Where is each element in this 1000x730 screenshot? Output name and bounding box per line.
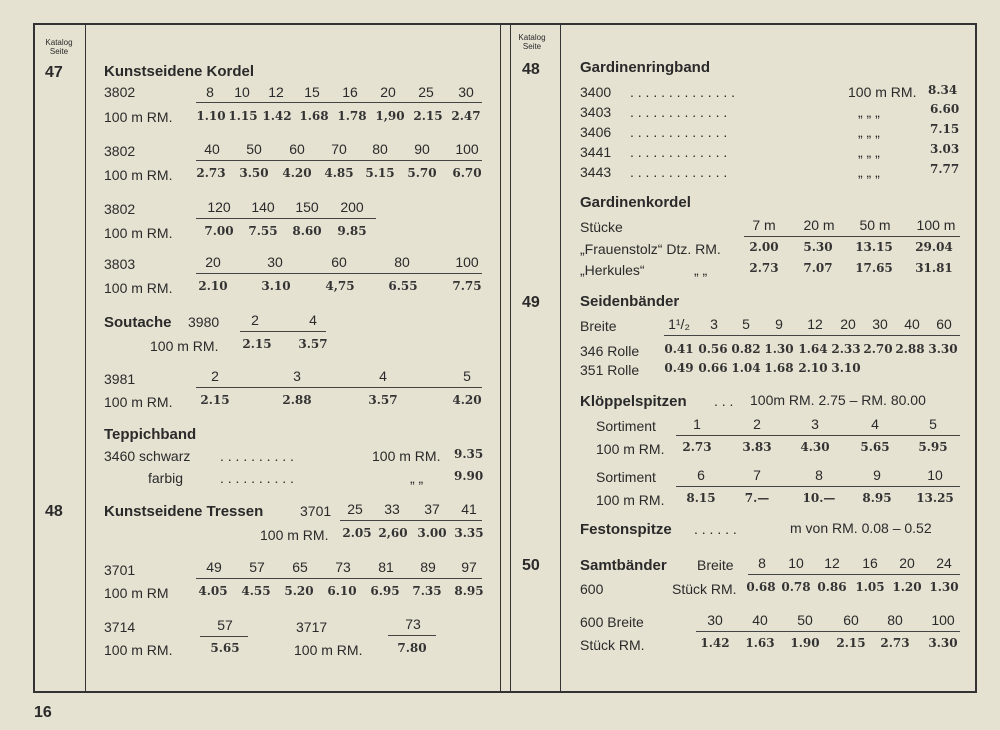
tressen-price: 3.35	[454, 526, 484, 540]
kordel-r3-size: 120	[207, 199, 231, 215]
kordel-r4-price: 7.75	[452, 279, 482, 293]
kordel-r4-price: 4,75	[325, 279, 355, 293]
seide-width: 60	[936, 316, 952, 332]
seide-r1-price: 0.41	[664, 342, 694, 356]
kordel-r4-price: 2.10	[198, 279, 228, 293]
tressen2-price: 7.35	[412, 584, 442, 598]
ringband-price: 3.03	[930, 142, 960, 156]
kordel-r2-label: 100 m RM.	[104, 167, 173, 183]
seide-r2-price: 1.04	[731, 361, 761, 375]
kordel-r4-label: 100 m RM.	[104, 280, 173, 296]
kloeppel-s1: 4	[871, 416, 879, 432]
rule	[676, 486, 960, 487]
soutache2-size: 2	[211, 368, 219, 384]
teppich-dots2: . . . . . . . . . .	[220, 470, 294, 486]
feston-range: m von RM. 0.08 – 0.52	[790, 520, 932, 536]
kordel-r1-size: 10	[234, 84, 250, 100]
seide-r1-label: 346 Rolle	[580, 343, 640, 359]
rule	[340, 520, 482, 521]
kordel-r2-price: 4.85	[324, 166, 354, 180]
samt2-unit: Stück RM.	[580, 637, 645, 653]
kloeppel-p1: 3.83	[742, 440, 772, 454]
kordel-r2-size: 50	[246, 141, 262, 157]
seide-r1-price: 2.88	[895, 342, 925, 356]
kordel-r3-price: 7.55	[248, 224, 278, 238]
soutache2-size: 4	[379, 368, 387, 384]
gkordel-head: 100 m	[916, 217, 956, 233]
seide-r2-price: 2.10	[798, 361, 828, 375]
soutache2-size: 5	[463, 368, 471, 384]
seide-width: 1¹/₂	[668, 316, 690, 332]
ringband-dots: . . . . . . . . . . . . .	[630, 124, 728, 140]
tressen2-price: 8.95	[454, 584, 484, 598]
rule	[696, 631, 960, 632]
kordel-r3-size: 200	[340, 199, 364, 215]
gkordel-r1-price: 13.15	[855, 240, 893, 254]
tressen2-size: 73	[335, 559, 351, 575]
kloeppel-p1: 2.73	[682, 440, 712, 454]
kordel-r3-price: 7.00	[204, 224, 234, 238]
seide-width: 3	[710, 316, 718, 332]
gkordel-r2-price: 7.07	[803, 261, 833, 275]
tressen2-price: 4.05	[198, 584, 228, 598]
kordel-r3-price: 9.85	[337, 224, 367, 238]
soutache-price: 2.15	[242, 337, 272, 351]
ringband-dots: . . . . . . . . . . . . .	[630, 104, 728, 120]
gkordel-r1-label: „Frauenstolz“ Dtz. RM.	[580, 241, 721, 257]
kordel-r1-price: 1.15	[228, 109, 258, 123]
tressen2-size: 89	[420, 559, 436, 575]
rule	[196, 160, 482, 161]
tressen-size: 33	[384, 501, 400, 517]
kordel-r2-size: 60	[289, 141, 305, 157]
ringband-ditto: „ „ „	[858, 124, 880, 140]
kordel-r1-price: 1.10	[196, 109, 226, 123]
gkordel-r2-price: 31.81	[915, 261, 953, 275]
teppich-dots1: . . . . . . . . . .	[220, 448, 294, 464]
kloeppel-p2-label: 100 m RM.	[596, 492, 665, 508]
kordel-r1-art: 3802	[104, 84, 136, 100]
soutache2-price: 4.20	[452, 393, 482, 407]
kordel-r4-price: 3.10	[261, 279, 291, 293]
seide-width: 30	[872, 316, 888, 332]
kordel-r2-price: 6.70	[452, 166, 482, 180]
tressen2-size: 65	[292, 559, 308, 575]
gkordel-r1-price: 2.00	[749, 240, 779, 254]
kloeppel-s1: 5	[929, 416, 937, 432]
kordel-r3-size: 140	[251, 199, 275, 215]
kordel-r1-price: 2.47	[451, 109, 481, 123]
tressen-price: 3.00	[417, 526, 447, 540]
kordel-r2-price: 2.73	[196, 166, 226, 180]
catalog-page-47: 47	[45, 64, 63, 81]
samt2-price: 2.15	[836, 636, 866, 650]
heading-festonspitze: Festonspitze	[580, 521, 672, 538]
tressen3-size: 57	[217, 617, 233, 633]
feston-dots: . . . . . .	[694, 521, 737, 537]
ringband-art: 3443	[580, 164, 612, 180]
catalog-label-left: Katalog Seite	[45, 38, 73, 56]
ringband-price: 8.34	[928, 83, 958, 97]
ringband-art: 3400	[580, 84, 612, 100]
teppich-l2: farbig	[148, 470, 184, 486]
soutache2-size: 3	[293, 368, 301, 384]
soutache-size: 4	[309, 312, 317, 328]
kloeppel-s2: 10	[927, 467, 943, 483]
samt-price: 0.68	[746, 580, 776, 594]
right-catalog-divider	[560, 25, 561, 693]
kloeppel-p2: 13.25	[916, 491, 954, 505]
heading-kunstseidene-kordel: Kunstseidene Kordel	[104, 63, 255, 80]
samt-art: 600	[580, 581, 604, 597]
heading-soutache: Soutache	[104, 314, 172, 331]
seide-r2-price: 0.49	[664, 361, 694, 375]
kloeppel-p2: 8.15	[686, 491, 716, 505]
samt2-width: 30	[707, 612, 723, 628]
tressen2-size: 57	[249, 559, 265, 575]
seide-r2-label: 351 Rolle	[580, 362, 640, 378]
kordel-r1-size: 8	[206, 84, 214, 100]
kordel-r3-art: 3802	[104, 201, 136, 217]
tressen2-size: 81	[378, 559, 394, 575]
samt2-price: 1.63	[745, 636, 775, 650]
tressen-label: 100 m RM.	[260, 527, 329, 543]
catalog-page-49: 49	[522, 294, 540, 311]
tressen-size: 37	[424, 501, 440, 517]
samt-width: 8	[758, 555, 766, 571]
kordel-r4-price: 6.55	[388, 279, 418, 293]
tressen2-size: 49	[206, 559, 222, 575]
gkordel-r2-label: „Herkules“	[580, 262, 645, 278]
seide-r1-price: 2.33	[831, 342, 861, 356]
soutache2-label: 100 m RM.	[104, 394, 173, 410]
samt-width: 16	[862, 555, 878, 571]
samt2-width: 50	[797, 612, 813, 628]
gkordel-r2-ditto: „ „	[694, 262, 708, 278]
kordel-r1-size: 25	[418, 84, 434, 100]
center-divider-a	[500, 25, 501, 693]
heading-samtbaender: Samtbänder	[580, 557, 667, 574]
heading-gardinenringband: Gardinenringband	[580, 59, 711, 76]
rule	[388, 635, 436, 636]
tressen2-price: 5.20	[284, 584, 314, 598]
kordel-r1-size: 30	[458, 84, 474, 100]
seide-width: 12	[807, 316, 823, 332]
rule	[196, 578, 482, 579]
samt2-price: 1.90	[790, 636, 820, 650]
ringband-price: 7.77	[930, 162, 960, 176]
soutache2-art: 3981	[104, 371, 136, 387]
kordel-r2-price: 5.15	[365, 166, 395, 180]
kloeppel-p2: 7.—	[744, 491, 770, 505]
kloeppel-p2: 10.—	[802, 491, 836, 505]
kordel-r3-label: 100 m RM.	[104, 225, 173, 241]
left-catalog-divider	[85, 25, 86, 693]
kordel-r2-size: 40	[204, 141, 220, 157]
kloeppel-range: 100m RM. 2.75 – RM. 80.00	[750, 392, 926, 408]
kordel-r2-size: 70	[331, 141, 347, 157]
rule	[664, 335, 960, 336]
tressen2-price: 4.55	[241, 584, 271, 598]
soutache-size: 2	[251, 312, 259, 328]
kordel-r2-price: 3.50	[239, 166, 269, 180]
kordel-r2-size: 100	[455, 141, 479, 157]
kordel-r1-price: 1.78	[337, 109, 367, 123]
seide-r1-price: 2.70	[863, 342, 893, 356]
ringband-price: 7.15	[930, 122, 960, 136]
kloeppel-dots: . . .	[714, 393, 734, 409]
ringband-price: 6.60	[930, 102, 960, 116]
kordel-r1-label: 100 m RM.	[104, 109, 173, 125]
catalog-label-right: Katalog Seite	[518, 33, 546, 51]
tressen4-art: 3717	[296, 619, 328, 635]
kloeppel-s2: 8	[815, 467, 823, 483]
seide-width: 40	[904, 316, 920, 332]
heading-kloeppelspitzen: Klöppelspitzen	[580, 393, 687, 410]
ringband-art: 3441	[580, 144, 612, 160]
kloeppel-p1: 5.65	[860, 440, 890, 454]
samt2-label: 600 Breite	[580, 614, 644, 630]
gkordel-head-label: Stücke	[580, 219, 623, 235]
kloeppel-s1: 1	[693, 416, 701, 432]
kloeppel-s1: 2	[753, 416, 761, 432]
tressen4-price: 7.80	[397, 641, 427, 655]
seide-r1-price: 1.64	[798, 342, 828, 356]
tressen-size: 25	[347, 501, 363, 517]
gkordel-r1-price: 29.04	[915, 240, 953, 254]
samt-price: 1.20	[892, 580, 922, 594]
seide-width: 20	[840, 316, 856, 332]
seide-r2-price: 3.10	[831, 361, 861, 375]
kordel-r4-size: 100	[455, 254, 479, 270]
catalog-page-48-right: 48	[522, 61, 540, 78]
ringband-dots: . . . . . . . . . . . . .	[630, 164, 728, 180]
kordel-r4-size: 60	[331, 254, 347, 270]
samt2-price: 2.73	[880, 636, 910, 650]
heading-seidenbaender: Seidenbänder	[580, 293, 680, 310]
soutache2-price: 3.57	[368, 393, 398, 407]
kordel-r1-price: 2.15	[413, 109, 443, 123]
kordel-r1-price: 1.68	[299, 109, 329, 123]
heading-teppichband: Teppichband	[104, 426, 197, 443]
samt2-width: 40	[752, 612, 768, 628]
ringband-dots: . . . . . . . . . . . . . .	[630, 84, 736, 100]
gkordel-head: 50 m	[859, 217, 891, 233]
samt-price: 1.05	[855, 580, 885, 594]
samt-width: 10	[788, 555, 804, 571]
ringband-ditto: „ „ „	[858, 164, 880, 180]
ringband-dots: . . . . . . . . . . . . .	[630, 144, 728, 160]
footer-page-number: 16	[34, 704, 52, 721]
soutache2-price: 2.88	[282, 393, 312, 407]
gkordel-head: 20 m	[803, 217, 835, 233]
tressen2-art: 3701	[104, 562, 136, 578]
soutache-price: 3.57	[298, 337, 328, 351]
samt-price: 0.86	[817, 580, 847, 594]
teppich-price1: 9.35	[454, 447, 484, 461]
soutache-label: 100 m RM.	[150, 338, 219, 354]
rule	[676, 435, 960, 436]
tressen-price: 2.05	[342, 526, 372, 540]
rule	[748, 574, 960, 575]
tressen2-price: 6.95	[370, 584, 400, 598]
samt-price: 1.30	[929, 580, 959, 594]
rule	[200, 636, 248, 637]
rule	[196, 387, 482, 388]
tressen2-label: 100 m RM	[104, 585, 169, 601]
samt-breite: Breite	[697, 557, 734, 573]
heading-kunstseidene-tressen: Kunstseidene Tressen	[104, 503, 264, 520]
gkordel-r1-price: 5.30	[803, 240, 833, 254]
rule	[240, 331, 326, 332]
kordel-r4-size: 20	[205, 254, 221, 270]
samt-width: 24	[936, 555, 952, 571]
kordel-r1-size: 15	[304, 84, 320, 100]
rule	[196, 102, 482, 103]
rule	[744, 236, 960, 237]
kordel-r1-size: 20	[380, 84, 396, 100]
seide-head-label: Breite	[580, 318, 617, 334]
samt2-width: 80	[887, 612, 903, 628]
kloeppel-s2: 6	[697, 467, 705, 483]
kloeppel-s2: 7	[753, 467, 761, 483]
samt2-price: 3.30	[928, 636, 958, 650]
kloeppel-s2-label: Sortiment	[596, 469, 656, 485]
ringband-art: 3403	[580, 104, 612, 120]
soutache-art: 3980	[188, 314, 220, 330]
tressen3-label: 100 m RM.	[104, 642, 173, 658]
tressen4-size: 73	[405, 616, 421, 632]
kordel-r1-size: 16	[342, 84, 358, 100]
kloeppel-s1: 3	[811, 416, 819, 432]
seide-r1-price: 0.82	[731, 342, 761, 356]
kordel-r3-size: 150	[295, 199, 319, 215]
tressen-art: 3701	[300, 503, 332, 519]
seide-r1-price: 3.30	[928, 342, 958, 356]
kordel-r2-size: 90	[414, 141, 430, 157]
seide-r1-price: 1.30	[764, 342, 794, 356]
teppich-ditto2: „ „	[410, 470, 424, 486]
samt-width: 12	[824, 555, 840, 571]
tressen-price: 2,60	[378, 526, 408, 540]
seide-width: 9	[775, 316, 783, 332]
kloeppel-p1: 4.30	[800, 440, 830, 454]
heading-gardinenkordel: Gardinenkordel	[580, 194, 691, 211]
catalog-page-50: 50	[522, 557, 540, 574]
samt-price: 0.78	[781, 580, 811, 594]
ringband-ditto: „ „ „	[858, 104, 880, 120]
kloeppel-p2: 8.95	[862, 491, 892, 505]
seide-r1-price: 0.56	[698, 342, 728, 356]
gkordel-head: 7 m	[752, 217, 776, 233]
kordel-r3-price: 8.60	[292, 224, 322, 238]
tressen2-price: 6.10	[327, 584, 357, 598]
kordel-r2-price: 5.70	[407, 166, 437, 180]
tressen4-label: 100 m RM.	[294, 642, 363, 658]
teppich-unit1: 100 m RM.	[372, 448, 441, 464]
kloeppel-p1-label: 100 m RM.	[596, 441, 665, 457]
catalog-page-48-left: 48	[45, 503, 63, 520]
seide-r2-price: 0.66	[698, 361, 728, 375]
soutache2-price: 2.15	[200, 393, 230, 407]
tressen-size: 41	[461, 501, 477, 517]
kordel-r4-art: 3803	[104, 256, 136, 272]
kloeppel-s1-label: Sortiment	[596, 418, 656, 434]
samt2-width: 100	[931, 612, 955, 628]
tressen3-art: 3714	[104, 619, 136, 635]
ringband-ditto: „ „ „	[858, 144, 880, 160]
kordel-r1-size: 12	[268, 84, 284, 100]
kordel-r1-price: 1,90	[375, 109, 405, 123]
kordel-r2-size: 80	[372, 141, 388, 157]
samt-width: 20	[899, 555, 915, 571]
ringband-unit: 100 m RM.	[848, 84, 917, 100]
seide-r2-price: 1.68	[764, 361, 794, 375]
gkordel-r2-price: 17.65	[855, 261, 893, 275]
center-divider-b	[510, 25, 511, 693]
teppich-price2: 9.90	[454, 469, 484, 483]
kordel-r4-size: 80	[394, 254, 410, 270]
rule	[196, 218, 376, 219]
kloeppel-s2: 9	[873, 467, 881, 483]
kordel-r2-price: 4.20	[282, 166, 312, 180]
teppich-l1: 3460 schwarz	[104, 448, 191, 464]
seide-width: 5	[742, 316, 750, 332]
gkordel-r2-price: 2.73	[749, 261, 779, 275]
kordel-r1-price: 1.42	[262, 109, 292, 123]
tressen3-price: 5.65	[210, 641, 240, 655]
kordel-r2-art: 3802	[104, 143, 136, 159]
samt2-price: 1.42	[700, 636, 730, 650]
kloeppel-p1: 5.95	[918, 440, 948, 454]
ringband-art: 3406	[580, 124, 612, 140]
kordel-r4-size: 30	[267, 254, 283, 270]
tressen2-size: 97	[461, 559, 477, 575]
samt2-width: 60	[843, 612, 859, 628]
rule	[196, 273, 482, 274]
samt-unit: Stück RM.	[672, 581, 737, 597]
